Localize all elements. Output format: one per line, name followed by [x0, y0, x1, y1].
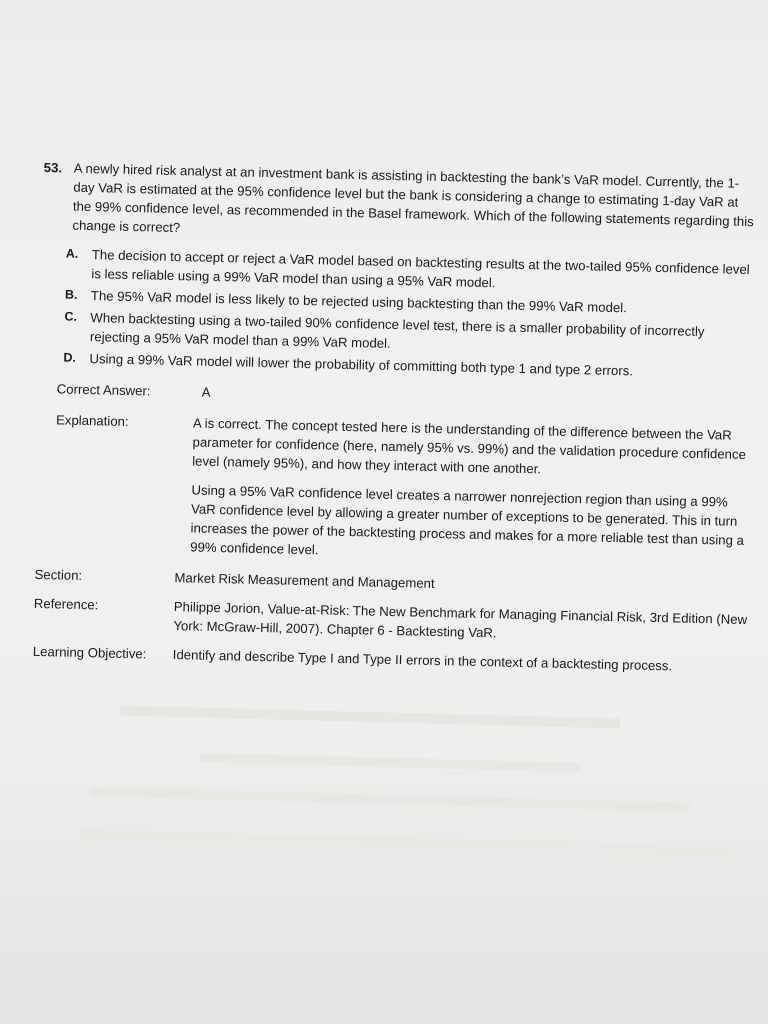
section-value: Market Risk Measurement and Management — [174, 570, 435, 591]
bleed-through-decoration — [200, 753, 580, 772]
answer-options — [63, 245, 758, 384]
reference-row — [33, 594, 750, 648]
bleed-through-decoration — [90, 787, 690, 812]
option-letter: B. — [64, 287, 78, 302]
question-number: 53. — [43, 159, 63, 176]
reference-label: Reference: — [33, 595, 99, 613]
option-letter: A. — [65, 246, 79, 261]
bleed-through-decoration — [120, 705, 620, 728]
question-page — [33, 158, 760, 677]
learning-objective-label: Learning Objective: — [32, 643, 147, 662]
option-letter: C. — [64, 309, 78, 324]
section-label: Section: — [34, 566, 83, 583]
correct-answer-row — [57, 379, 755, 414]
option-letter: D. — [63, 350, 77, 365]
bleed-through-decoration — [80, 829, 730, 855]
reference-value: Philippe Jorion, Value-at-Risk: The New Benchmark for Managing Financial Risk, 3rd Edition (New York: McGraw-Hill, 2007). Chapter 6 - Backtesting VaR. — [173, 599, 748, 641]
explanation-row — [53, 410, 754, 579]
correct-answer-label: Correct Answer: — [56, 381, 151, 399]
option-text: The 95% VaR model is less likely to be rejected using backtesting than the 99% VaR model. — [90, 288, 628, 316]
learning-objective-row — [33, 642, 749, 677]
explanation-paragraph: Using a 95% VaR confidence level creates a narrower nonrejection region than using a 99% VaR confidence level by allowing a greater number of exceptions to be generated. This in turn increases the power of the backtesting process and makes for a more reliable test than using a 99% confidence level. — [190, 482, 745, 558]
option-text: Using a 99% VaR model will lower the probability of committing both type 1 and type 2 errors. — [89, 351, 634, 379]
question-text: A newly hired risk analyst at an investment bank is assisting in backtesting the bank’s VaR model. Currently, the 1-day VaR is estimated at the 95% confidence level but the bank is considering a change to estimating 1-day VaR at the 99% confidence level, as recommended in the Basel framework. Which of the following statements regarding this change is correct? — [72, 160, 754, 236]
correct-answer-value: A — [201, 384, 211, 400]
option-text: When backtesting using a two-tailed 90% confidence level test, there is a smaller probability of incorrectly rejecting a 95% VaR model than a 99% VaR model. — [89, 310, 705, 351]
explanation-label: Explanation: — [55, 412, 129, 429]
learning-objective-value: Identify and describe Type I and Type II errors in the context of a backtesting process. — [172, 647, 673, 674]
option-text: The decision to accept or reject a VaR model based on backtesting results at the two-tailed 95% confidence level is less reliable using a 99% VaR model than using a 95% VaR model. — [91, 247, 750, 291]
explanation-body — [190, 413, 754, 579]
explanation-paragraph: A is correct. The concept tested here is the understanding of the difference between the VaR parameter for confidence (here, namely 95% vs. 99%) and the validation procedure confidence level (namely 95%), and how they interact with one another. — [191, 415, 747, 477]
question-block — [42, 158, 760, 250]
